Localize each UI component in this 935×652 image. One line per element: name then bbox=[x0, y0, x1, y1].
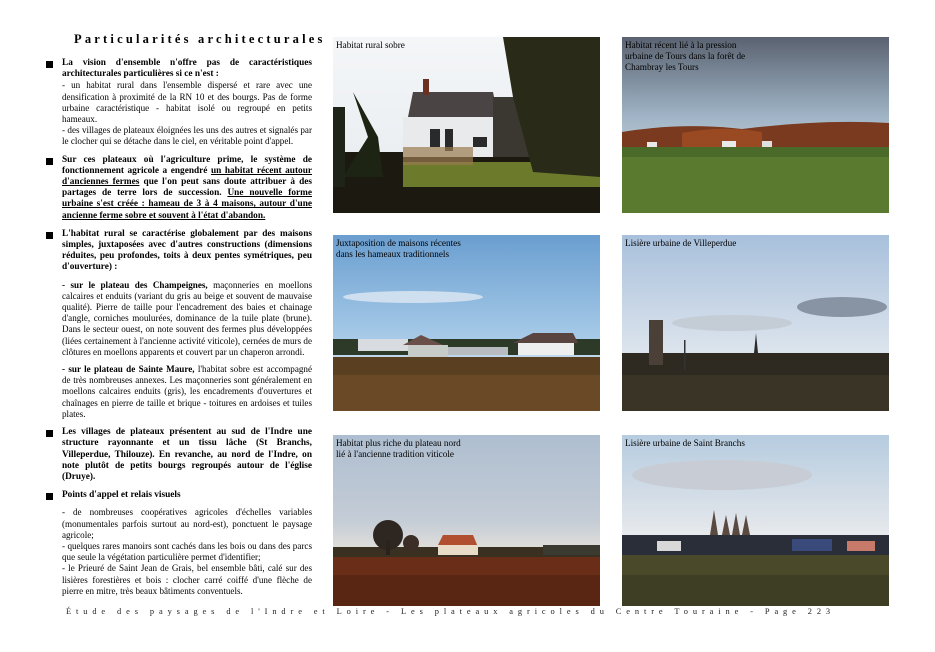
paragraph-sainte-maure bbox=[62, 364, 312, 420]
section-vision-ensemble bbox=[46, 58, 312, 148]
section-heading bbox=[62, 155, 312, 222]
underlined-text: un habitat récent autour d'anciennes fermes bbox=[62, 165, 312, 188]
page-title: Particularités architecturales bbox=[74, 32, 326, 46]
photo-caption bbox=[336, 238, 461, 260]
photo-image bbox=[333, 435, 600, 606]
caption-line: Lisière urbaine de Villeperdue bbox=[625, 238, 737, 248]
section-habitat-rural bbox=[46, 229, 312, 420]
bold-lead: - sur le plateau de Sainte Maure, bbox=[62, 364, 195, 375]
paragraph: - des villages de plateaux éloignées les uns des autres et signalés par le clocher qui se détache dans le ciel, en véritable point d'appel. bbox=[62, 125, 312, 147]
paragraph: - le Prieuré de Saint Jean de Grais, bel ensemble bâti, calé sur des lisières forestières et bois : clocher carré coiffé d'une flèche de pierre en mitre, très beaux bâtiments conventuels. bbox=[62, 563, 312, 596]
photo-image bbox=[622, 235, 889, 411]
bullet-square-icon bbox=[46, 430, 53, 437]
photo-caption bbox=[625, 238, 736, 249]
paragraph: - de nombreuses coopératives agricoles d'échelles variables (monumentales parfois surtout au nord-est), ponctuent le paysage agricole; bbox=[62, 507, 312, 540]
paragraph: - quelques rares manoirs sont cachés dans les bois ou dans des parcs que seule la végétation particulière permet d'identifier; bbox=[62, 540, 312, 563]
section-villages-plateaux bbox=[46, 427, 312, 483]
text-run: l'habitat sobre est accompagné de très nombreuses annexes. Les maçonneries sont généralement en moellons calcaires enduits (gris), les encadrements d'ouvertures et chaînages en pierre de taille et brique - toitures en ardoises et tuiles plates. bbox=[62, 364, 313, 419]
text-column bbox=[46, 58, 312, 604]
paragraph-champeignes bbox=[62, 280, 312, 358]
caption-line: Habitat plus riche du plateau nord bbox=[336, 438, 461, 448]
photo-image bbox=[333, 37, 600, 213]
caption-line: urbaine de Tours dans la forêt de bbox=[625, 51, 746, 61]
photo-lisiere-saint-branchs bbox=[622, 435, 889, 606]
photo-habitat-recent-chambray bbox=[622, 37, 889, 213]
section-habitat-recent bbox=[46, 155, 312, 222]
photo-caption bbox=[625, 438, 745, 449]
underlined-text: Une nouvelle forme urbaine s'est créée : hameau de 3 à 4 maisons, autour d'une ancienne ferme sobre et souvent à l'état d'abandon. bbox=[62, 188, 312, 221]
photo-image bbox=[622, 435, 889, 606]
caption-line: Habitat récent lié à la pression bbox=[625, 40, 737, 50]
caption-line: lié à l'ancienne tradition viticole bbox=[336, 449, 454, 459]
bullet-square-icon bbox=[46, 61, 53, 68]
photo-lisiere-villeperdue bbox=[622, 235, 889, 411]
caption-line: dans les hameaux traditionnels bbox=[336, 249, 450, 259]
bullet-square-icon bbox=[46, 158, 53, 165]
caption-line: Juxtaposition de maisons récentes bbox=[336, 238, 461, 248]
photo-caption bbox=[336, 40, 405, 51]
caption-line: Habitat rural sobre bbox=[336, 40, 405, 50]
section-points-appel bbox=[46, 490, 312, 597]
page-footer: Étude des paysages de l'Indre et Loire - Les plateaux agricoles du Centre Touraine - Page 223 bbox=[66, 607, 836, 616]
caption-line: Lisière urbaine de Saint Branchs bbox=[625, 438, 745, 448]
photo-caption bbox=[336, 438, 461, 460]
bullet-square-icon bbox=[46, 493, 53, 500]
caption-line: Chambray les Tours bbox=[625, 62, 699, 72]
section-heading: L'habitat rural se caractérise globalement par des maisons simples, juxtaposées avec d'autres constructions (dimensions réduites, peu profondes, toits à deux pentes symétriques, peu d'ouverture) : bbox=[62, 228, 312, 273]
photo-image bbox=[333, 235, 600, 411]
text-run: Sur ces plateaux où l'agriculture prime, le système de fonctionnement agricole a engendré bbox=[62, 154, 312, 176]
text-run: maçonneries en moellons calcaires et enduits (variant du gris au beige et souvent de mauvaise qualité). Pierre de taille pour l'encadrement des baies et chainage d'angle, corniches moulurées, dominance de la tuile plate (brune). Dans le secteur ouest, on note souvent des fermes plus développées (liées certainement à l'ancienne activité viticole), cernées de murs de clôtures en moellons apparents et couvert par un chaperon arrondi. bbox=[62, 279, 312, 357]
photo-caption bbox=[625, 40, 745, 73]
section-heading: La vision d'ensemble n'offre pas de caractéristiques architecturales particulières si ce n'est : bbox=[62, 58, 312, 80]
bullet-square-icon bbox=[46, 232, 53, 239]
paragraph: - un habitat rural dans l'ensemble dispersé et rare avec une densification à proximité de la RN 10 et des bourgs. Pas de forme urbaine caractéristique - habitat isolé ou regroupé en petits hameaux. bbox=[62, 80, 312, 125]
photo-habitat-rural-sobre bbox=[333, 37, 600, 213]
section-heading: Points d'appel et relais visuels bbox=[62, 490, 181, 501]
photo-juxtaposition-maisons bbox=[333, 235, 600, 411]
bold-lead: - sur le plateau des Champeignes, bbox=[62, 279, 208, 290]
photo-habitat-plateau-nord bbox=[333, 435, 600, 606]
text-run: que l'on peut sans doute attribuer à des partages de terre lors de succession. bbox=[62, 177, 313, 199]
section-heading: Les villages de plateaux présentent au sud de l'Indre une structure rayonnante et un tissu lâche (St Branchs, Villeperdue, Thilouze). En revanche, au nord de l'Indre, on note plutôt de petits bourgs regroupés autour de l'église (Druye). bbox=[62, 427, 312, 482]
